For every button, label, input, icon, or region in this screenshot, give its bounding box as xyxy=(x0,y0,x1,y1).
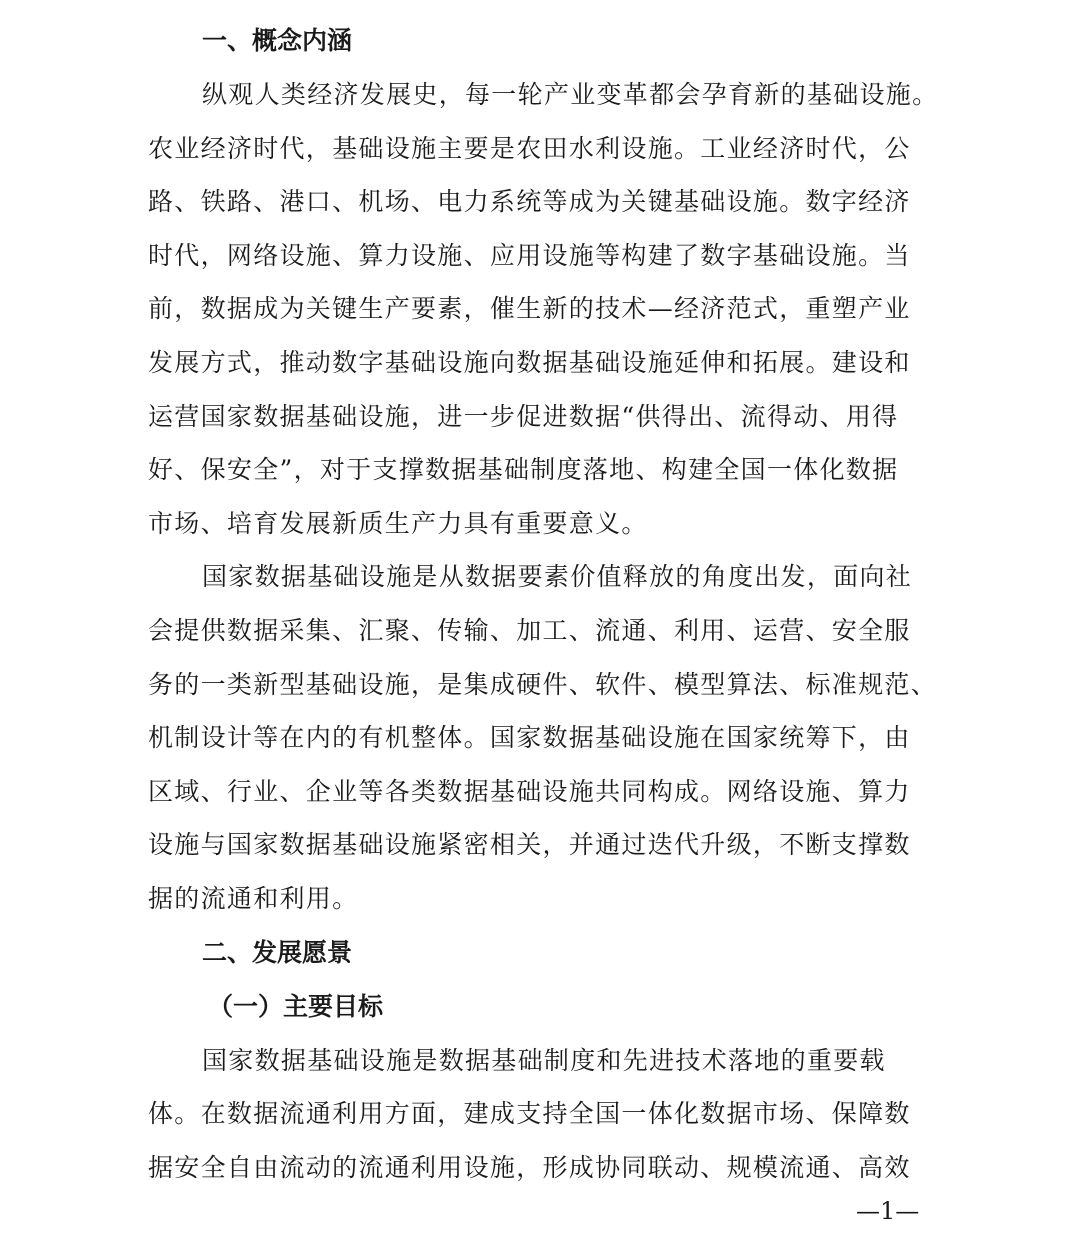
text-line: 时代，网络设施、算力设施、应用设施等构建了数字基础设施。当 xyxy=(148,240,911,270)
text-line: 好、保安全”，对于支撑数据基础制度落地、构建全国一体化数据 xyxy=(148,455,899,485)
paragraph-goals-1 xyxy=(148,1034,934,1195)
text-line: 纵观人类经济发展史，每一轮产业变革都会孕育新的基础设施。 xyxy=(202,80,939,109)
paragraph-concept-1 xyxy=(148,68,939,550)
text-line: 体。在数据流通利用方面，建成支持全国一体化数据市场、保障数 xyxy=(148,1099,911,1129)
paragraph-concept-2 xyxy=(148,550,938,925)
text-line: 机制设计等在内的有机整体。国家数据基础设施在国家统筹下，由 xyxy=(148,723,911,753)
text-line: 设施与国家数据基础设施紧密相关，并通过迭代升级，不断支撑数 xyxy=(148,830,911,860)
text-line: 市场、培育发展新质生产力具有重要意义。 xyxy=(148,508,648,538)
text-line: 会提供数据采集、汇聚、传输、加工、流通、利用、运营、安全服 xyxy=(148,615,911,645)
document-body xyxy=(148,14,939,1194)
text-line: 国家数据基础设施是从数据要素价值释放的角度出发，面向社 xyxy=(202,562,913,592)
text-line: 据安全自由流动的流通利用设施，形成协同联动、规模流通、高效 xyxy=(148,1152,911,1182)
section-heading-concept: 一、概念内涵 xyxy=(202,26,353,55)
text-line: 国家数据基础设施是数据基础制度和先进技术落地的重要载 xyxy=(202,1045,886,1075)
text-line: 农业经济时代，基础设施主要是农田水利设施。工业经济时代，公 xyxy=(148,133,911,163)
text-line: 务的一类新型基础设施，是集成硬件、软件、模型算法、标准规范、 xyxy=(148,669,938,699)
text-line: 运营国家数据基础设施，进一步促进数据“供得出、流得动、用得 xyxy=(148,401,899,431)
text-line: 据的流通和利用。 xyxy=(148,883,359,913)
section-heading-vision: 二、发展愿景 xyxy=(202,937,353,967)
text-line: 发展方式，推动数字基础设施向数据基础设施延伸和拓展。建设和 xyxy=(148,347,911,377)
text-line: 前，数据成为关键生产要素，催生新的技术—经济范式，重塑产业 xyxy=(148,294,911,324)
text-line: 路、铁路、港口、机场、电力系统等成为关键基础设施。数字经济 xyxy=(148,187,911,217)
text-line: 区域、行业、企业等各类数据基础设施共同构成。网络设施、算力 xyxy=(148,776,911,806)
page-number: —1— xyxy=(856,1197,920,1225)
subsection-heading-goals: （一）主要目标 xyxy=(208,991,384,1021)
